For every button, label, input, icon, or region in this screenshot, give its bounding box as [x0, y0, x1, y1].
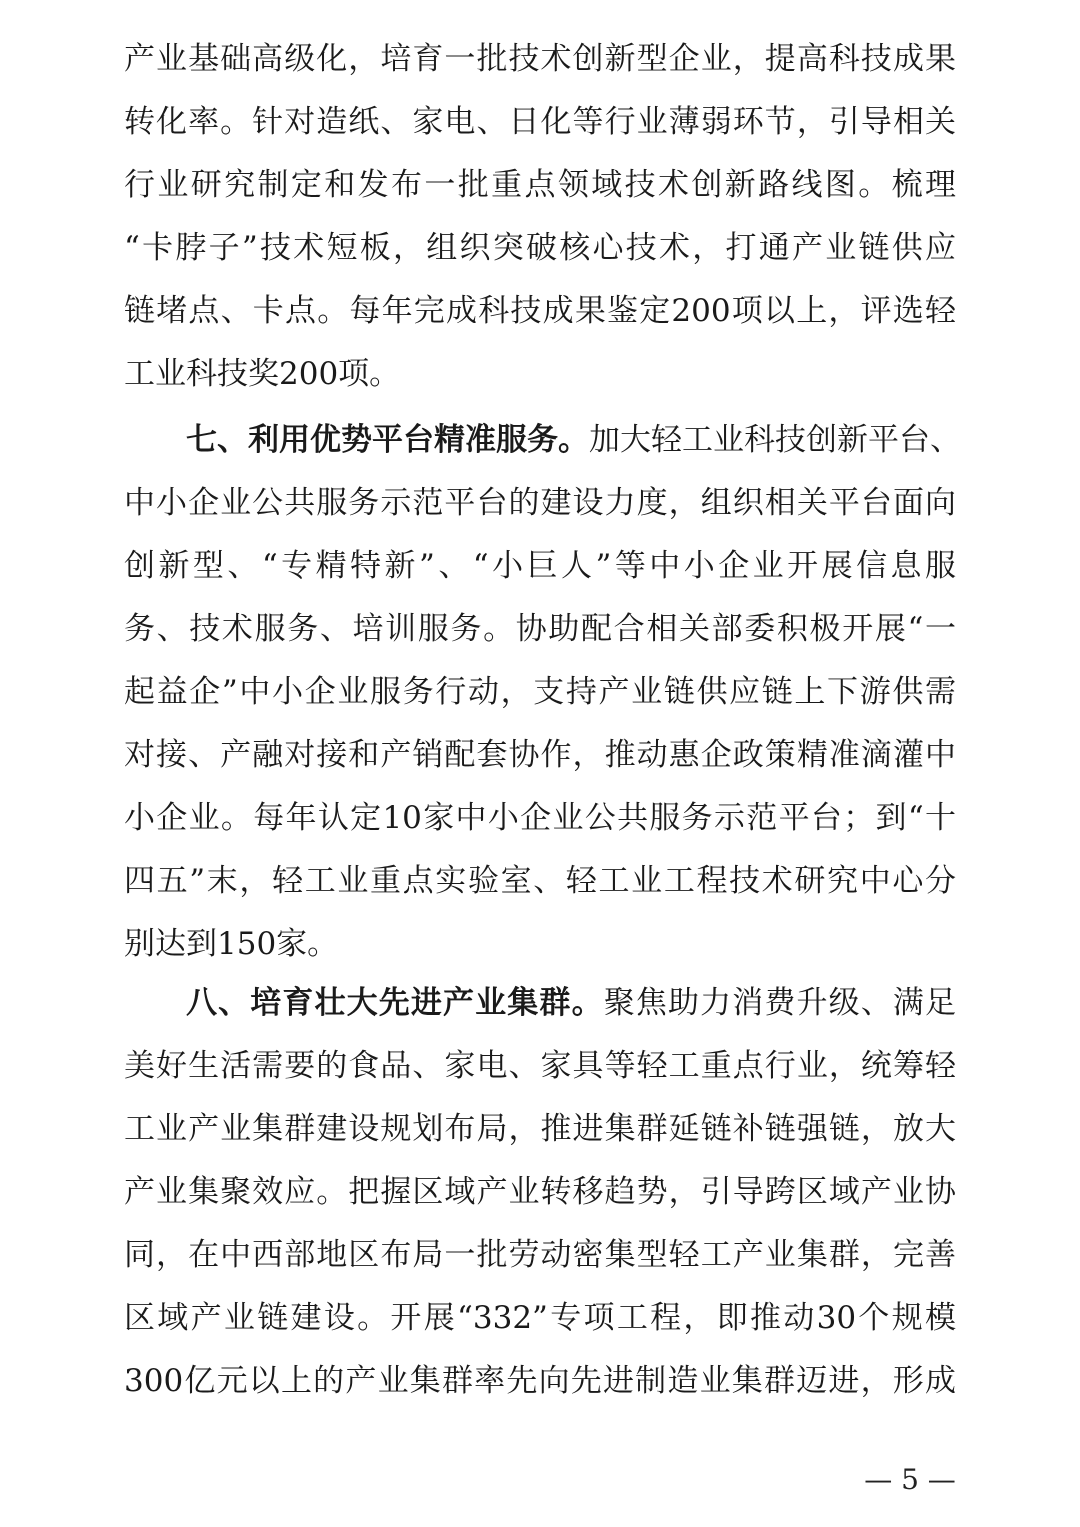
- text-line: 链堵点、卡点。每年完成科技成果鉴定200项以上，评选轻: [124, 293, 956, 329]
- text-line: 工业产业集群建设规划布局，推进集群延链补链强链，放大: [124, 1111, 956, 1147]
- text-line: 中小企业公共服务示范平台的建设力度，组织相关平台面向: [124, 485, 956, 521]
- section-7-first-line: [124, 409, 961, 472]
- text-line: 小企业。每年认定10家中小企业公共服务示范平台；到“十: [124, 800, 956, 836]
- text-line: 300亿元以上的产业集群率先向先进制造业集群迈进，形成: [124, 1363, 956, 1399]
- section-7-first-line-text: 加大轻工业科技创新平台、: [589, 422, 961, 458]
- section-8-first-line: [124, 972, 956, 1035]
- text-line: 美好生活需要的食品、家电、家具等轻工重点行业，统筹轻: [124, 1048, 956, 1084]
- text-line: 转化率。针对造纸、家电、日化等行业薄弱环节，引导相关: [124, 104, 956, 140]
- text-line: 别达到150家。: [124, 926, 339, 962]
- section-7: [124, 409, 961, 976]
- text-line: 四五”末，轻工业重点实验室、轻工业工程技术研究中心分: [124, 863, 956, 899]
- text-line: 起益企”中小企业服务行动，支持产业链供应链上下游供需: [124, 674, 956, 710]
- page-number: — 5 —: [864, 1463, 956, 1496]
- text-line: 工业科技奖200项。: [124, 356, 401, 392]
- paragraph-continued: [124, 28, 956, 406]
- text-line: “卡脖子”技术短板，组织突破核心技术，打通产业链供应: [124, 230, 956, 266]
- text-line: 务、技术服务、培训服务。协助配合相关部委积极开展“一: [124, 611, 956, 647]
- text-line: 产业集聚效应。把握区域产业转移趋势，引导跨区域产业协: [124, 1174, 956, 1210]
- section-8: [124, 972, 956, 1413]
- text-line: 创新型、“专精特新”、“小巨人”等中小企业开展信息服: [124, 548, 956, 584]
- section-8-first-line-text: 聚焦助力消费升级、满足: [603, 985, 957, 1021]
- text-line: 对接、产融对接和产销配套协作，推动惠企政策精准滴灌中: [124, 737, 956, 773]
- section-7-heading: 七、利用优势平台精准服务。: [186, 422, 589, 458]
- text-line: 产业基础高级化，培育一批技术创新型企业，提高科技成果: [124, 41, 956, 77]
- text-line: 同，在中西部地区布局一批劳动密集型轻工产业集群，完善: [124, 1237, 956, 1273]
- section-8-heading: 八、培育壮大先进产业集群。: [186, 985, 604, 1021]
- text-line: 区域产业链建设。开展“332”专项工程，即推动30个规模: [124, 1300, 956, 1336]
- text-line: 行业研究制定和发布一批重点领域技术创新路线图。梳理: [124, 167, 956, 203]
